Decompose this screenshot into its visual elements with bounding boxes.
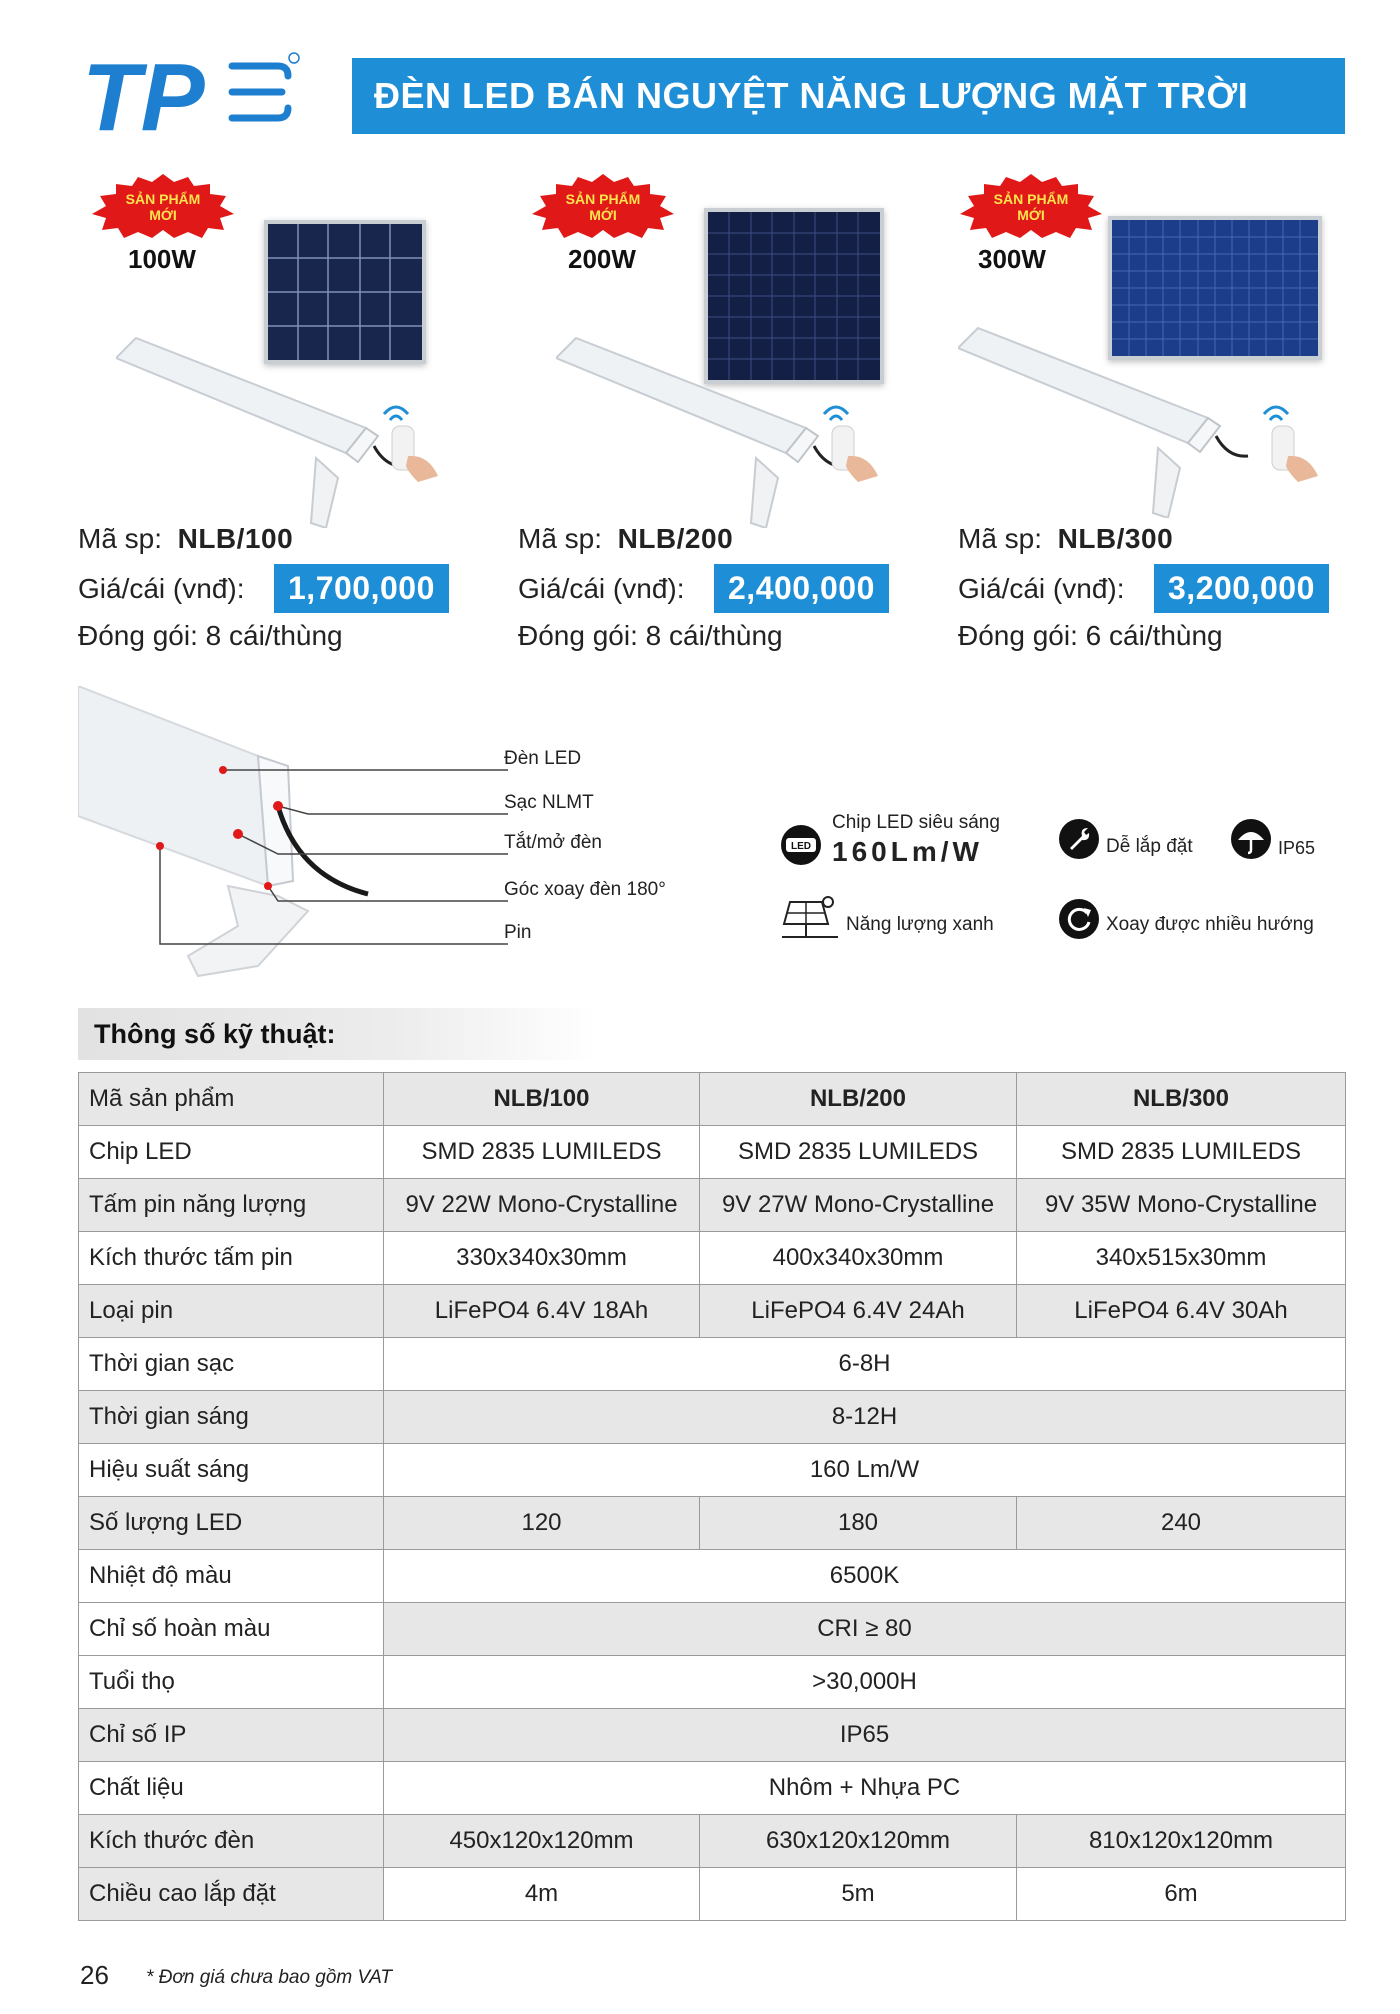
row-value: LiFePO4 6.4V 24Ah (700, 1285, 1017, 1338)
page-title-bar (352, 58, 1345, 134)
vat-footnote: * Đơn giá chưa bao gồm VAT (146, 1967, 393, 1988)
row-value: 450x120x120mm (384, 1815, 700, 1868)
row-value: 400x340x30mm (700, 1232, 1017, 1285)
product-code-line (518, 523, 733, 555)
row-label: Kích thước tấm pin (79, 1232, 384, 1285)
table-row (79, 1497, 1346, 1550)
waterproof-umbrella-icon (1230, 818, 1272, 860)
row-label: Loại pin (79, 1285, 384, 1338)
product-code-line (78, 523, 293, 555)
remote-control-image (818, 396, 882, 484)
row-value: 9V 35W Mono-Crystalline (1017, 1179, 1346, 1232)
lamp-closeup-image (78, 686, 718, 986)
product-wattage: 300W (978, 244, 1046, 274)
header-label: Mã sản phẩm (79, 1073, 384, 1126)
row-value: 180 (700, 1497, 1017, 1550)
row-value: SMD 2835 LUMILEDS (1017, 1126, 1346, 1179)
wrench-icon (1058, 818, 1100, 860)
badge-line2: MỚI (1017, 207, 1045, 223)
row-value: 810x120x120mm (1017, 1815, 1346, 1868)
row-value: 5m (700, 1868, 1017, 1921)
chip-title: Chip LED siêu sáng (832, 812, 1000, 833)
new-product-badge (530, 174, 676, 238)
ip-rating-text: IP65 (1278, 838, 1316, 858)
logo-text: TP (82, 52, 205, 142)
table-row (79, 1762, 1346, 1815)
product-card-200w (518, 168, 918, 668)
table-row (79, 1709, 1346, 1762)
green-energy-text: Năng lượng xanh (846, 914, 994, 935)
table-row (79, 1444, 1346, 1497)
code-label: Mã sp: (78, 523, 163, 554)
row-value: 9V 22W Mono-Crystalline (384, 1179, 700, 1232)
row-label: Kích thước đèn (79, 1815, 384, 1868)
table-row (79, 1603, 1346, 1656)
row-label: Thời gian sáng (79, 1391, 384, 1444)
header-model-3: NLB/300 (1017, 1073, 1346, 1126)
row-value: 6-8H (384, 1338, 1346, 1391)
row-value: LiFePO4 6.4V 30Ah (1017, 1285, 1346, 1338)
row-value: 6500K (384, 1550, 1346, 1603)
row-value: 240 (1017, 1497, 1346, 1550)
badge-line1: SẢN PHẨM (565, 191, 641, 207)
solar-panel-icon (780, 894, 840, 940)
page-title: ĐÈN LED BÁN NGUYỆT NĂNG LƯỢNG MẶT TRỜI (374, 75, 1249, 116)
lamp-parts-diagram (78, 686, 718, 986)
product-code: NLB/200 (617, 523, 734, 554)
table-row (79, 1126, 1346, 1179)
product-wattage: 200W (568, 244, 636, 274)
table-row (79, 1656, 1346, 1709)
packing-info: Đóng gói: 8 cái/thùng (78, 620, 343, 651)
row-label: Chỉ số IP (79, 1709, 384, 1762)
header-model-1: NLB/100 (384, 1073, 700, 1126)
product-card-100w (78, 168, 478, 668)
row-value: 630x120x120mm (700, 1815, 1017, 1868)
row-label: Tuổi thọ (79, 1656, 384, 1709)
product-price: 2,400,000 (714, 564, 889, 613)
spec-title-text: Thông số kỹ thuật: (94, 1018, 336, 1049)
row-value: 340x515x30mm (1017, 1232, 1346, 1285)
row-label: Chỉ số hoàn màu (79, 1603, 384, 1656)
header-model-2: NLB/200 (700, 1073, 1017, 1126)
table-row (79, 1232, 1346, 1285)
label-solar-charge: Sạc NLMT (504, 792, 594, 813)
led-icon-text: LED (791, 841, 811, 852)
product-wattage: 100W (128, 244, 196, 274)
row-value: 8-12H (384, 1391, 1346, 1444)
row-label: Hiệu suất sáng (79, 1444, 384, 1497)
row-value: LiFePO4 6.4V 18Ah (384, 1285, 700, 1338)
row-label: Chất liệu (79, 1762, 384, 1815)
badge-line1: SẢN PHẨM (993, 191, 1069, 207)
row-value: >30,000H (384, 1656, 1346, 1709)
product-price: 1,700,000 (274, 564, 449, 613)
chip-efficiency: 160Lm/W (832, 836, 983, 867)
product-code: NLB/100 (177, 523, 294, 554)
label-battery: Pin (504, 922, 532, 943)
badge-line2: MỚI (589, 207, 617, 223)
row-label: Nhiệt độ màu (79, 1550, 384, 1603)
row-label: Số lượng LED (79, 1497, 384, 1550)
row-value: 330x340x30mm (384, 1232, 700, 1285)
packing-info: Đóng gói: 8 cái/thùng (518, 620, 783, 651)
easy-install-text: Dễ lắp đặt (1106, 836, 1193, 857)
label-on-off: Tắt/mở đèn (504, 832, 602, 853)
led-lamp-image (958, 318, 1288, 518)
table-row (79, 1285, 1346, 1338)
row-value: IP65 (384, 1709, 1346, 1762)
table-row (79, 1338, 1346, 1391)
row-label: Chiều cao lắp đặt (79, 1868, 384, 1921)
spec-section-title (78, 1008, 598, 1060)
row-value: 6m (1017, 1868, 1346, 1921)
table-header-row (79, 1073, 1346, 1126)
new-product-badge (90, 174, 236, 238)
label-rotate-angle: Góc xoay đèn 180° (504, 879, 666, 900)
remote-control-image (1258, 396, 1322, 484)
row-value: 120 (384, 1497, 700, 1550)
rotate-text: Xoay được nhiều hướng (1106, 914, 1314, 935)
row-value: 160 Lm/W (384, 1444, 1346, 1497)
row-value: 4m (384, 1868, 700, 1921)
product-price: 3,200,000 (1154, 564, 1329, 613)
code-label: Mã sp: (518, 523, 603, 554)
price-label: Giá/cái (vnđ): (78, 573, 245, 604)
code-label: Mã sp: (958, 523, 1043, 554)
table-row (79, 1550, 1346, 1603)
row-value: SMD 2835 LUMILEDS (700, 1126, 1017, 1179)
row-value: 9V 27W Mono-Crystalline (700, 1179, 1017, 1232)
badge-line2: MỚI (149, 207, 177, 223)
table-row (79, 1868, 1346, 1921)
spec-table (78, 1072, 1346, 1921)
row-label: Chip LED (79, 1126, 384, 1179)
page-number: 26 (80, 1960, 109, 1990)
new-product-badge (958, 174, 1104, 238)
row-value: Nhôm + Nhựa PC (384, 1762, 1346, 1815)
feature-icons (780, 800, 1360, 1000)
badge-line1: SẢN PHẨM (125, 191, 201, 207)
led-chip-icon (780, 824, 822, 866)
table-row (79, 1815, 1346, 1868)
remote-control-image (378, 396, 442, 484)
price-label: Giá/cái (vnđ): (958, 573, 1125, 604)
row-label: Thời gian sạc (79, 1338, 384, 1391)
row-value: CRI ≥ 80 (384, 1603, 1346, 1656)
table-row (79, 1179, 1346, 1232)
product-code-line (958, 523, 1173, 555)
table-row (79, 1391, 1346, 1444)
row-value: SMD 2835 LUMILEDS (384, 1126, 700, 1179)
row-label: Tấm pin năng lượng (79, 1179, 384, 1232)
product-card-300w (958, 168, 1358, 668)
brand-logo (82, 52, 302, 142)
rotate-icon (1058, 898, 1100, 940)
label-led: Đèn LED (504, 748, 582, 769)
packing-info: Đóng gói: 6 cái/thùng (958, 620, 1223, 651)
price-label: Giá/cái (vnđ): (518, 573, 685, 604)
product-code: NLB/300 (1057, 523, 1174, 554)
